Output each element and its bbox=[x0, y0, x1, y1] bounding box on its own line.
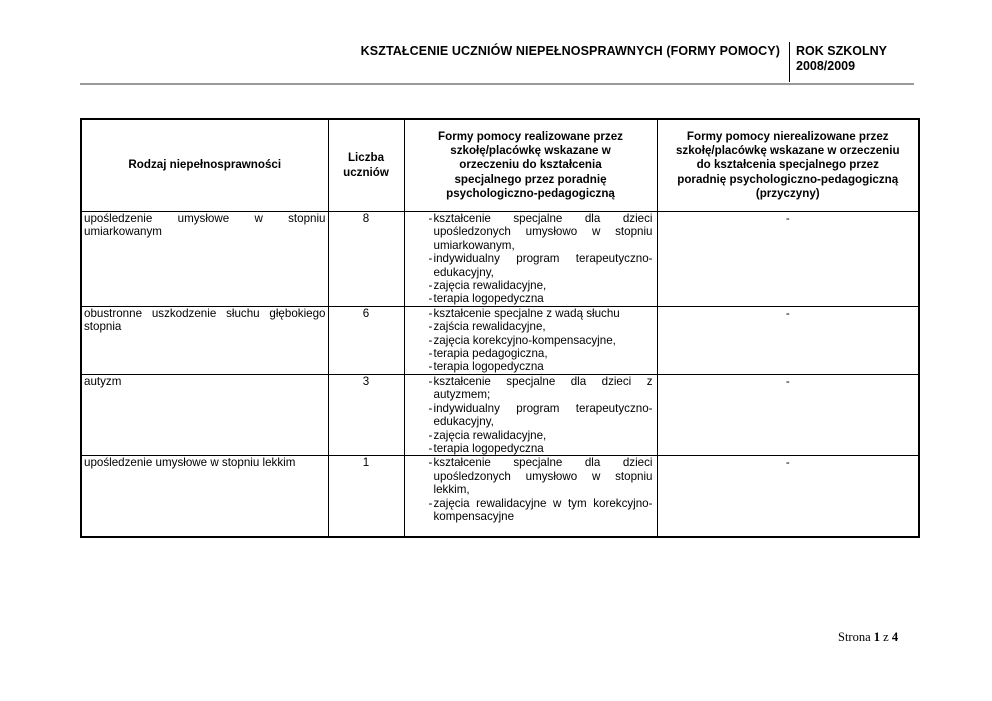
list-item: - kształcenie specjalne dla dzieci upośledzonych umysłowo w stopniu umiarkowanym, bbox=[407, 212, 655, 252]
header-rule bbox=[80, 83, 914, 85]
not-realized-cell: - bbox=[657, 456, 919, 538]
realized-forms-cell bbox=[404, 374, 657, 455]
disability-cell: upośledzenie umysłowe w stopniu lekkim bbox=[81, 456, 328, 538]
disability-cell: upośledzenie umysłowe w stopniu umiarkowanym bbox=[81, 212, 328, 307]
list-item: - terapia logopedyczna bbox=[407, 442, 655, 455]
document-title: KSZTAŁCENIE UCZNIÓW NIEPEŁNOSPRAWNYCH (FORMY POMOCY) bbox=[360, 44, 780, 58]
school-year-label: ROK SZKOLNY bbox=[796, 44, 887, 58]
header-separator bbox=[789, 42, 790, 82]
realized-forms-cell bbox=[404, 212, 657, 307]
student-count-cell: 8 bbox=[328, 212, 404, 307]
list-item: - kształcenie specjalne z wadą słuchu bbox=[407, 307, 655, 320]
page-number bbox=[838, 630, 898, 645]
column-header-disability: Rodzaj niepełnosprawności bbox=[81, 119, 328, 212]
table-header-row bbox=[81, 119, 919, 212]
not-realized-cell: - bbox=[657, 306, 919, 374]
column-header-count: Liczba uczniów bbox=[328, 119, 404, 212]
school-year bbox=[796, 44, 887, 74]
disability-cell: obustronne uszkodzenie słuchu głębokiego stopnia bbox=[81, 306, 328, 374]
page-of-word: z bbox=[883, 630, 889, 644]
not-realized-cell: - bbox=[657, 374, 919, 455]
list-item: - zajęcia rewalidacyjne, bbox=[407, 279, 655, 292]
list-item: - zajęcia rewalidacyjne, bbox=[407, 429, 655, 442]
disability-cell: autyzm bbox=[81, 374, 328, 455]
list-item: - indywidualny program terapeutyczno-edukacyjny, bbox=[407, 252, 655, 279]
list-item: - terapia logopedyczna bbox=[407, 360, 655, 373]
support-forms-table bbox=[80, 118, 920, 538]
column-header-realized: Formy pomocy realizowane przez szkołę/placówkę wskazane w orzeczeniu do kształcenia specjalnego przez poradnię psychologiczno-pedagogiczną bbox=[404, 119, 657, 212]
student-count-cell: 6 bbox=[328, 306, 404, 374]
forms-list bbox=[407, 375, 655, 455]
list-item: - terapia logopedyczna bbox=[407, 292, 655, 305]
realized-forms-cell bbox=[404, 456, 657, 538]
forms-list bbox=[407, 212, 655, 306]
not-realized-cell: - bbox=[657, 212, 919, 307]
student-count-cell: 1 bbox=[328, 456, 404, 538]
table-row bbox=[81, 306, 919, 374]
column-header-not-realized: Formy pomocy nierealizowane przez szkołę/placówkę wskazane w orzeczeniu do kształcenia specjalnego przez poradnię psychologiczno-pedagogiczną (przyczyny) bbox=[657, 119, 919, 212]
list-item: - terapia pedagogiczna, bbox=[407, 347, 655, 360]
list-item: - kształcenie specjalne dla dzieci z autyzmem; bbox=[407, 375, 655, 402]
forms-list bbox=[407, 307, 655, 374]
list-item: - kształcenie specjalne dla dzieci upośledzonych umysłowo w stopniu lekkim, bbox=[407, 456, 655, 496]
list-item: - zajęcia korekcyjno-kompensacyjne, bbox=[407, 334, 655, 347]
school-year-value: 2008/2009 bbox=[796, 59, 856, 73]
list-item: - zajścia rewalidacyjne, bbox=[407, 320, 655, 333]
table-row bbox=[81, 374, 919, 455]
page-word: Strona bbox=[838, 630, 871, 644]
forms-list bbox=[407, 456, 655, 523]
table-row bbox=[81, 212, 919, 307]
table-row bbox=[81, 456, 919, 538]
realized-forms-cell bbox=[404, 306, 657, 374]
list-item: - zajęcia rewalidacyjne w tym korekcyjno-kompensacyjne bbox=[407, 497, 655, 524]
page-current: 1 bbox=[873, 630, 881, 644]
page-total: 4 bbox=[891, 630, 899, 644]
list-item: - indywidualny program terapeutyczno-edukacyjny, bbox=[407, 402, 655, 429]
student-count-cell: 3 bbox=[328, 374, 404, 455]
